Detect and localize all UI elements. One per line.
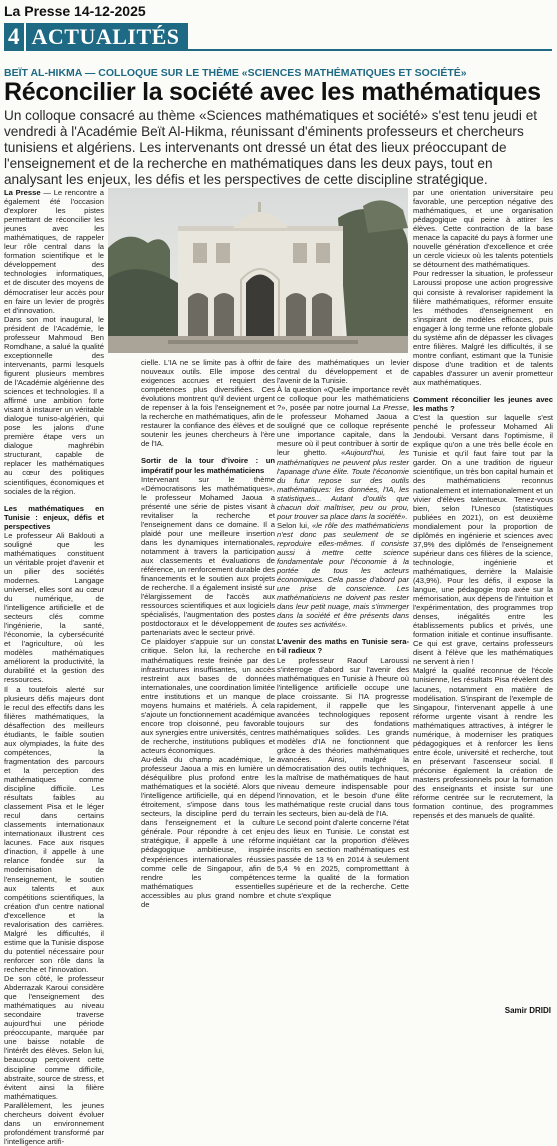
paragraph: Au-delà du champ académique, le professeur Jaoua a mis en lumière un déséquilibre plus profond entre les mathématiques et la société. Alors que l'intelligence artificielle, qui en dépend étroitement, s'impose dans tous les secteurs, la discipline perd du terrain dans l'enseignement et la culture générale. Pour répondre à cet enjeu stratégique, il appelle à une réforme pédagogique ambitieuse, inspirée d'expériences internationales réussies comme celle de Singapour, afin de rendre les compétences mathématiques essentielles accessibles au plus grand nombre et de — [141, 755, 275, 909]
paragraph: Malgré la qualité reconnue de l'école tunisienne, les résultats Pisa révèlent des lacunes, notamment en matière de modélisation. S'inspirant de l'exemple de Singapour, l'intervenant appelle à une réforme urgente visant à rendre les mathématiques attractives, à intégrer le numérique, à moderniser les pratiques pédagogiques et à renforcer les liens entre école, université et recherche, tout en préservant l'ascenseur social. Il préconise également la création de masters professionnels pour la formation des enseignants et insiste sur une réforme centrée sur le recrutement, la formation continue, des programmes repensés et des manuels de qualité. — [413, 666, 553, 821]
paragraph: faire des mathématiques un levier central du développement et de l'avenir de la Tunisie. — [277, 358, 409, 386]
paragraph-text: Selon lui, — [277, 520, 312, 530]
spacer — [141, 448, 275, 456]
paragraph: Le professeur Raouf Laroussi s'interroge d'abord sur l'avenir des mathématiques en Tunisie à l'heure où l'intelligence artificielle occupe une place croissante. Si l'IA progresse rapidement, il rappelle que les avancées technologiques reposent toujours sur des fondations mathématiques solides. Les grands modèles d'IA ne fonctionnent que grâce à des théories mathématiques avancées. Ainsi, malgré la démocratisation des outils techniques, la maîtrise de mathématiques de haut niveau demeure indispensable pour l'innovation, et le besoin d'une élite mathématique reste crucial dans tous les secteurs, bien au-delà de l'IA. — [277, 655, 409, 819]
subheading: Sortir de la tour d'ivoire : un impératif pour les mathématiciens — [141, 456, 275, 475]
article-column-3 — [277, 358, 409, 900]
paragraph — [4, 188, 104, 315]
article-column-1 — [4, 188, 104, 1146]
quote: «le rôle des mathématiciens n'est donc pas seulement de se reproduire elles-mêmes. Il consiste aussi à mettre cette science fondamentale pour l'économie à la portée de tous les acteurs économiques. Cela passe d'abord par une prise de conscience. Les mathématiciens ne doivent pas rester dans leur petit nuage, mais s'immerger dans la société et être présents dans toutes ses activités». — [277, 520, 409, 630]
byline-lead: La Presse — [4, 188, 41, 197]
paragraph: Le second point d'alerte concerne l'état des lieux en Tunisie. Le constat est inquiétant car la proportion d'élèves inscrits en section mathématiques est passée de 13 % en 2014 à seulement 5,4 % en 2025, comprometttant à terme la qualité de la formation supérieure et de la recherche. Cette chute s'explique — [277, 818, 409, 900]
author-signature: Samir DRIDI — [504, 1006, 551, 1015]
newspaper-name: La Presse — [372, 403, 407, 413]
paragraph: De son côté, le professeur Abderrazak Karoui considère que l'enseignement des mathématiques au niveau secondaire traverse aujourd'hui une période préoccupante, marquée par une baisse notable de l'intérêt des élèves. Selon lui, beaucoup perçoivent cette discipline comme difficile, abstraite, source de stress, et évitent ainsi la filière mathématiques. Parallèlement, les jeunes chercheurs doivent évoluer dans un environnement profondément transformé par l'intelligence artifi- — [4, 974, 104, 1146]
spacer — [4, 496, 104, 504]
paragraph: C'est la question sur laquelle s'est penché le professeur Mohamed Ali Jendoubi. Versant dans l'optimisme, il explique qu'on a une très belle école en Tunisie et qu'il faut faire tout par la garder. On a une tradition de rigueur scientifique, un très bon capital humain et des mathématiciens reconnus nationalement et internationalement et un vivier d'élèves talentueux. Tenez-vous bien, selon l'Unesco (statistiques publiées en 2021), on est deuxième mondialement pour la proportion de diplômés en ingénierie et sciences avec 37,9% des diplômés de l'enseignement supérieur dans ces filières de la science, technologie, ingénierie et mathématiques, derrière la Malaisie (43,9%). Pour les défis, il expose la langue, une pédagogie trop axée sur la mémorisation, aux dépens de l'intuition et l'expérimentation, des programmes trop denses, inégalités entre les établissements publics et privés, une formation initiale et continue insuffisante. Ce qui est grave, certains professeurs disent à l'élève que les mathématiques ne servent à rien ! — [413, 413, 553, 667]
paragraph-text: À la question «Quelle importance revêt ce colloque pour les mathématiciens ?», posée par notre journal — [277, 385, 409, 413]
article-lede: Un colloque consacré au thème «Sciences mathématiques et société» s'est tenu jeudi et vendredi à l'Académie Beït Al-Hikma, réunissant d'éminents professeurs et chercheurs tunisiens et algériens. Les intervenants ont dressé un état des lieux préoccupant de l'enseignement et de la recherche en mathématiques dans les deux pays, tout en analysant les enjeux, les défis et les perspectives de cette discipline stratégique. — [4, 108, 538, 187]
paragraph: Dans son mot inaugural, le président de l'Académie, le professeur Mahmoud Ben Romdhane, a salué la qualité exceptionnelle des intervenants, parmi lesquels figurent plusieurs membres de l'Académie algérienne des sciences et technologies. Il a affirmé une ambition forte visant à instaurer un véritable dialogue tuniso-algérien, qui pose les jalons d'une première étape vers un dialogue maghrébin structurant, capable de replacer les mathématiques au cœur des politiques scientifiques, économiques et sociales de la région. — [4, 314, 104, 496]
section-label: ACTUALITÉS — [26, 23, 188, 51]
paragraph — [277, 385, 409, 521]
spacer — [413, 387, 553, 395]
beit-al-hikma-photo — [108, 188, 408, 353]
rubric-rule — [188, 49, 552, 51]
paragraph-text: — Le rencontre a également été l'occasion d'explorer les pistes permettant de réconcilier les jeunes avec les mathématiques, de rappeler leur rôle central dans la formation scientifique et le développement des technologies informatiques, et de discuter des moyens de démocratiser leur accès pour en faire un levier de progrès et d'innovation. — [4, 188, 104, 315]
paragraph — [277, 521, 409, 630]
subheading: Les mathématiques en Tunisie : enjeux, défis et perspectives — [4, 503, 104, 531]
article-column-2 — [141, 358, 275, 909]
article-headline: Réconcilier la société avec les mathématiques — [4, 78, 541, 106]
paragraph: Il a toutefois alerté sur plusieurs défis majeurs dont le recul des effectifs dans les filières mathématiques, la désaffection des meilleurs étudiants, le faible soutien aux olympiades, la fuite des compétences, la fragmentation des parcours et la perception des mathématiques comme discipline difficile. Les résultats faibles au classement Pisa et le léger recul dans certains classements internationaux internationaux illustrent ces lacunes. Face aux risques d'inaction, il appelle à une relance fondée sur la modernisation de l'enseignement, le soutien aux talents et aux compétitions scientifiques, la création d'un centre national d'excellence et la revalorisation des carrières. Malgré les difficultés, il estime que la Tunisie dispose du potentiel nécessaire pour renforcer son rôle dans la recherche et l'innovation. — [4, 684, 104, 974]
paragraph: Intervenant sur le thème «Démocratisons les mathématiques», le professeur Mohamed Jaoua a présenté une série de pistes visant à revitaliser la recherche et l'enseignement dans ce domaine. Il a plaidé pour une meilleure insertion dans les dynamiques internationales, notamment à travers la participation aux classements et évaluations de référence, un renforcement durable des financements et le soutien aux projets de recherche. Il a également insisté sur l'élargissement de l'accès aux ressources scientifiques et aux logiciels spécialisés, l'augmentation des postes postdoctoraux et le développement de partenariats avec le secteur privé. — [141, 474, 275, 638]
article-column-4 — [413, 188, 553, 820]
page-number: 4 — [4, 23, 24, 51]
subheading: L'avenir des maths en Tunisie sera-t-il radieux ? — [277, 637, 409, 656]
spacer — [277, 629, 409, 637]
article-photo — [108, 188, 408, 353]
section-rubric — [4, 23, 552, 51]
paragraph: cielle. L'IA ne se limite pas à offrir de nouveaux outils. Elle impose des exigences accrues et requiert des compétences plus diversifiées. Ces évolutions montrent qu'il devient urgent de repenser à la fois l'enseignement et la recherche en mathématiques, afin de restaurer la confiance des élèves et de soutenir les jeunes chercheurs à l'ère de l'IA. — [141, 358, 275, 449]
paragraph-text: , le professeur Mohamed Jaoua a souligné que ce colloque représente une importance capitale, dans la mesure où il peut contribuer à sortir de leur ghetto. — [277, 403, 409, 458]
subheading: Comment réconcilier les jeunes avec les maths ? — [413, 395, 553, 414]
article-kicker: BEÏT AL-HIKMA — COLLOQUE SUR LE THÈME «SCIENCES MATHÉMATIQUES ET SOCIÉTÉ» — [4, 67, 467, 79]
paragraph: par une orientation universitaire peu favorable, une perception négative des mathématiques, et une organisation pédagogique qui peine à attirer les élèves. Cette contraction de la base menace la capacité du pays à former une nouvelle génération d'excellence et crée un cercle vicieux où les talents potentiels se détournent des mathématiques. — [413, 188, 553, 270]
quote: «Aujourd'hui, les mathématiques ne peuvent plus rester l'apanage d'une élite. Toute l'économie du futur repose sur des outils mathématiques: les données, l'IA, les statistiques... Autant d'outils que chacun doit maîtriser, peu ou prou, pour trouver sa place dans la société». — [277, 448, 409, 521]
newspaper-masthead: La Presse 14-12-2025 — [4, 3, 146, 19]
paragraph: Le professeur Ali Baklouti a souligné que les mathématiques constituent un véritable projet d'avenir et un pilier des sociétés modernes. Langage universel, elles sont au cœur du numérique, de l'intelligence artificielle et de secteurs clés comme l'ingénierie, la santé, l'économie, la cybersécurité et l'agriculture, où les modèles mathématiques améliorent la productivité, la durabilité et la gestion des ressources. — [4, 530, 104, 685]
paragraph: Pour redresser la situation, le professeur Laroussi propose une action progressive qui consiste à revaloriser rapidement la filière mathématiques, réformer ensuite les méthodes d'enseignement en s'inspirant de modèles efficaces, puis engager à long terme une refonte globale du système afin de dépasser les clivages entre filières. Malgré les difficultés, il se montre confiant, estimant que la Tunisie dispose d'une tradition et de talents capables d'assurer un avenir prometteur aux mathématiques. — [413, 269, 553, 387]
paragraph: Ce plaidoyer s'appuie sur un constat critique. Selon lui, la recherche en mathématiques reste freinée par des infrastructures insuffisantes, un accès restreint aux bases de données internationales, une coordination limitée entre institutions et un manque de moyens humains et matériels. À cela s'ajoute un fonctionnement académique encore trop cloisonné, peu favorable aux synergies entre universités, centres de recherche, institutions publiques et acteurs économiques. — [141, 637, 276, 755]
